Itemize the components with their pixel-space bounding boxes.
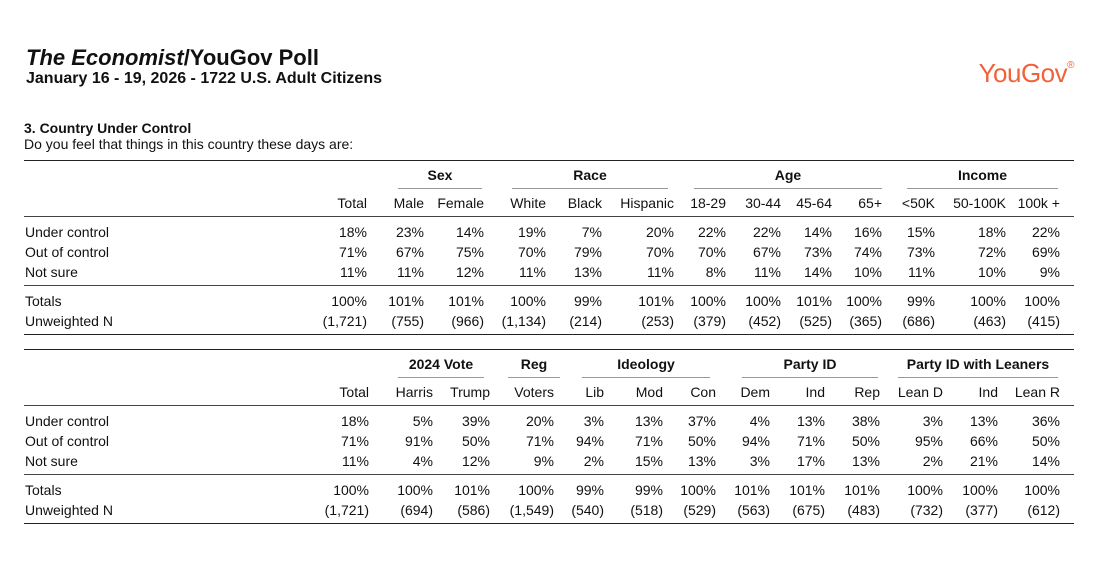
table-cell: (732) [910,502,943,518]
table-cell: 99% [575,482,604,498]
table-cell: 39% [461,413,490,429]
table-cell: 71% [338,244,367,260]
table-cell: 14% [455,224,484,240]
table-cell: 101% [734,482,770,498]
column-header: 65+ [858,195,882,211]
table-cell: (365) [849,313,882,329]
table-cell: (377) [965,502,998,518]
logo-text: YouGov [978,58,1068,88]
question-text: Do you feel that things in this country these days are: [24,136,354,152]
table-cell: 37% [687,413,716,429]
table-cell: 8% [705,264,726,280]
row-label: Under control [25,413,110,429]
table-cell: 50% [851,433,880,449]
table-cell: 9% [1039,264,1060,280]
table-cell: 100% [333,482,369,498]
table-cell: 11% [519,264,546,280]
group-header: Reg [502,356,566,372]
row-label: Not sure [25,264,78,280]
group-header: Ideology [576,356,716,372]
table-cell: 100% [680,482,716,498]
table-cell: 100% [690,293,726,309]
yougov-logo [979,58,1074,89]
row-label: Under control [25,224,110,240]
column-header: Lean D [897,384,943,400]
table-cell: 22% [697,224,726,240]
table-cell: 13% [851,453,880,469]
table-cell: 20% [525,413,554,429]
table-cell: 22% [752,224,781,240]
table-cell: 11% [340,264,367,280]
table-cell: 74% [853,244,882,260]
table-cell: 101% [638,293,674,309]
table-cell: 100% [331,293,367,309]
table-cell: 94% [741,433,770,449]
table-cell: (415) [1027,313,1060,329]
table-cell: 100% [518,482,554,498]
table-cell: 50% [1031,433,1060,449]
table-cell: 100% [846,293,882,309]
row-label: Totals [25,293,62,309]
table-cell: 7% [581,224,602,240]
table-cell: 50% [461,433,490,449]
table-cell: 18% [338,224,367,240]
table-cell: 70% [645,244,674,260]
title-rest: /YouGov Poll [183,45,319,70]
table-cell: 100% [1024,293,1060,309]
table-cell: 13% [969,413,998,429]
table-row [24,430,1074,450]
table-cell: (1,549) [509,502,554,518]
table-cell: 67% [395,244,424,260]
group-header-row [24,350,1074,378]
table-cell: 101% [388,293,424,309]
column-header: White [510,195,546,211]
table-cell: 95% [914,433,943,449]
report-title [26,46,382,70]
table-cell: 101% [844,482,880,498]
table-cell: (612) [1027,502,1060,518]
column-header: Female [437,195,484,211]
question-block [24,120,353,152]
bottom-rule [24,523,1074,524]
table-cell: 15% [906,224,935,240]
table-cell: 100% [510,293,546,309]
table-cell: 18% [977,224,1006,240]
table-cell: 18% [340,413,369,429]
column-header: Trump [450,384,490,400]
table-cell: 9% [533,453,554,469]
column-header: 45-64 [796,195,832,211]
table-cell: 75% [455,244,484,260]
table-cell: (1,721) [322,313,367,329]
registered-mark: ® [1067,60,1074,71]
table-cell: 50% [687,433,716,449]
column-header-row [24,189,1074,216]
column-header: Male [393,195,424,211]
table-row [24,410,1074,430]
table-cell: 10% [977,264,1006,280]
table-cell: 19% [517,224,546,240]
table-row [24,499,1074,519]
table-cell: 21% [969,453,998,469]
column-header: Voters [514,384,554,400]
table-row [24,479,1074,499]
table-cell: 3% [583,413,604,429]
table-cell: 70% [517,244,546,260]
row-label: Totals [25,482,62,498]
table-cell: (518) [630,502,663,518]
table-cell: (540) [571,502,604,518]
table-cell: 13% [687,453,716,469]
table-cell: 71% [634,433,663,449]
column-header: Rep [854,384,880,400]
table-cell: 3% [922,413,943,429]
table-row [24,450,1074,470]
column-header: Dem [740,384,770,400]
table-cell: 13% [796,413,825,429]
group-header: 2024 Vote [392,356,490,372]
table-cell: 5% [412,413,433,429]
table-cell: 99% [906,293,935,309]
column-header: 18-29 [690,195,726,211]
row-label: Unweighted N [25,313,113,329]
column-header: 50-100K [953,195,1006,211]
crosstab-table-1 [24,160,1074,335]
table-cell: (452) [748,313,781,329]
table-cell: 12% [461,453,490,469]
table-cell: 4% [749,413,770,429]
table-cell: (563) [737,502,770,518]
table-cell: 67% [752,244,781,260]
table-cell: 16% [853,224,882,240]
table-cell: 38% [851,413,880,429]
report-subtitle: January 16 - 19, 2026 - 1722 U.S. Adult Citizens [26,70,382,87]
table-cell: 101% [796,293,832,309]
table-cell: 14% [803,224,832,240]
table-cell: (755) [391,313,424,329]
table-cell: 100% [745,293,781,309]
table-cell: (529) [683,502,716,518]
table-cell: (675) [792,502,825,518]
column-header: Ind [978,384,998,400]
table-cell: 72% [977,244,1006,260]
report-header [26,46,382,88]
table-cell: 91% [404,433,433,449]
column-header: 100k + [1017,195,1060,211]
table-cell: (483) [847,502,880,518]
table-row [24,310,1074,330]
table-cell: 12% [455,264,484,280]
column-header: <50K [901,195,935,211]
column-header: Lib [585,384,604,400]
table-cell: (1,721) [324,502,369,518]
table-row [24,261,1074,281]
table-cell: 73% [906,244,935,260]
table-row [24,221,1074,241]
table-cell: 101% [789,482,825,498]
table-cell: 15% [634,453,663,469]
table-cell: 4% [412,453,433,469]
table-cell: 71% [525,433,554,449]
table-cell: 23% [395,224,424,240]
column-header: Total [337,195,367,211]
table-cell: 79% [573,244,602,260]
table-cell: (694) [400,502,433,518]
table-cell: 22% [1031,224,1060,240]
table-cell: 14% [803,264,832,280]
table-cell: 100% [970,293,1006,309]
group-header: Race [506,167,674,183]
table-cell: (463) [973,313,1006,329]
table-cell: 73% [803,244,832,260]
table-cell: (379) [693,313,726,329]
title-brand: The Economist [26,45,184,70]
group-header: Sex [392,167,488,183]
row-label: Out of control [25,433,110,449]
table-cell: 36% [1031,413,1060,429]
group-header-row [24,161,1074,189]
table-cell: 94% [575,433,604,449]
table-cell: 100% [962,482,998,498]
table-cell: (253) [641,313,674,329]
table-cell: (586) [457,502,490,518]
table-cell: 101% [454,482,490,498]
table-cell: 99% [573,293,602,309]
table-row [24,290,1074,310]
table-cell: 71% [796,433,825,449]
table-cell: 13% [573,264,602,280]
row-label: Not sure [25,453,78,469]
column-header: Con [690,384,716,400]
table-cell: 13% [634,413,663,429]
column-header: Harris [395,384,433,400]
column-header: Mod [635,384,663,400]
column-header: Lean R [1014,384,1060,400]
column-header: Hispanic [620,195,674,211]
table-cell: 14% [1031,453,1060,469]
group-header: Party ID with Leaners [892,356,1064,372]
table-cell: 11% [754,264,781,280]
table-cell: 70% [697,244,726,260]
row-label: Out of control [25,244,110,260]
table-cell: (686) [902,313,935,329]
table-cell: 66% [969,433,998,449]
table-cell: 17% [796,453,825,469]
table-cell: 11% [397,264,424,280]
table-row [24,241,1074,261]
table-cell: (525) [799,313,832,329]
table-cell: 99% [634,482,663,498]
table-cell: 20% [645,224,674,240]
column-header: Ind [805,384,825,400]
question-title: 3. Country Under Control [24,120,192,136]
table-cell: 71% [340,433,369,449]
column-header: Total [339,384,369,400]
row-label: Unweighted N [25,502,113,518]
bottom-rule [24,334,1074,335]
table-cell: 11% [908,264,935,280]
table-cell: 69% [1031,244,1060,260]
table-cell: 10% [853,264,882,280]
group-header: Income [901,167,1064,183]
table-cell: 101% [448,293,484,309]
table-cell: 100% [907,482,943,498]
table-cell: 11% [647,264,674,280]
table-cell: 100% [1024,482,1060,498]
column-header-row [24,378,1074,405]
group-header: Age [688,167,888,183]
table-cell: 100% [397,482,433,498]
group-header: Party ID [736,356,884,372]
table-cell: (214) [569,313,602,329]
table-cell: (1,134) [501,313,546,329]
table-cell: 2% [922,453,943,469]
crosstab-table-2 [24,349,1074,524]
table-cell: 2% [583,453,604,469]
column-header: 30-44 [745,195,781,211]
table-cell: 3% [749,453,770,469]
column-header: Black [567,195,602,211]
table-cell: (966) [451,313,484,329]
table-cell: 11% [342,453,369,469]
